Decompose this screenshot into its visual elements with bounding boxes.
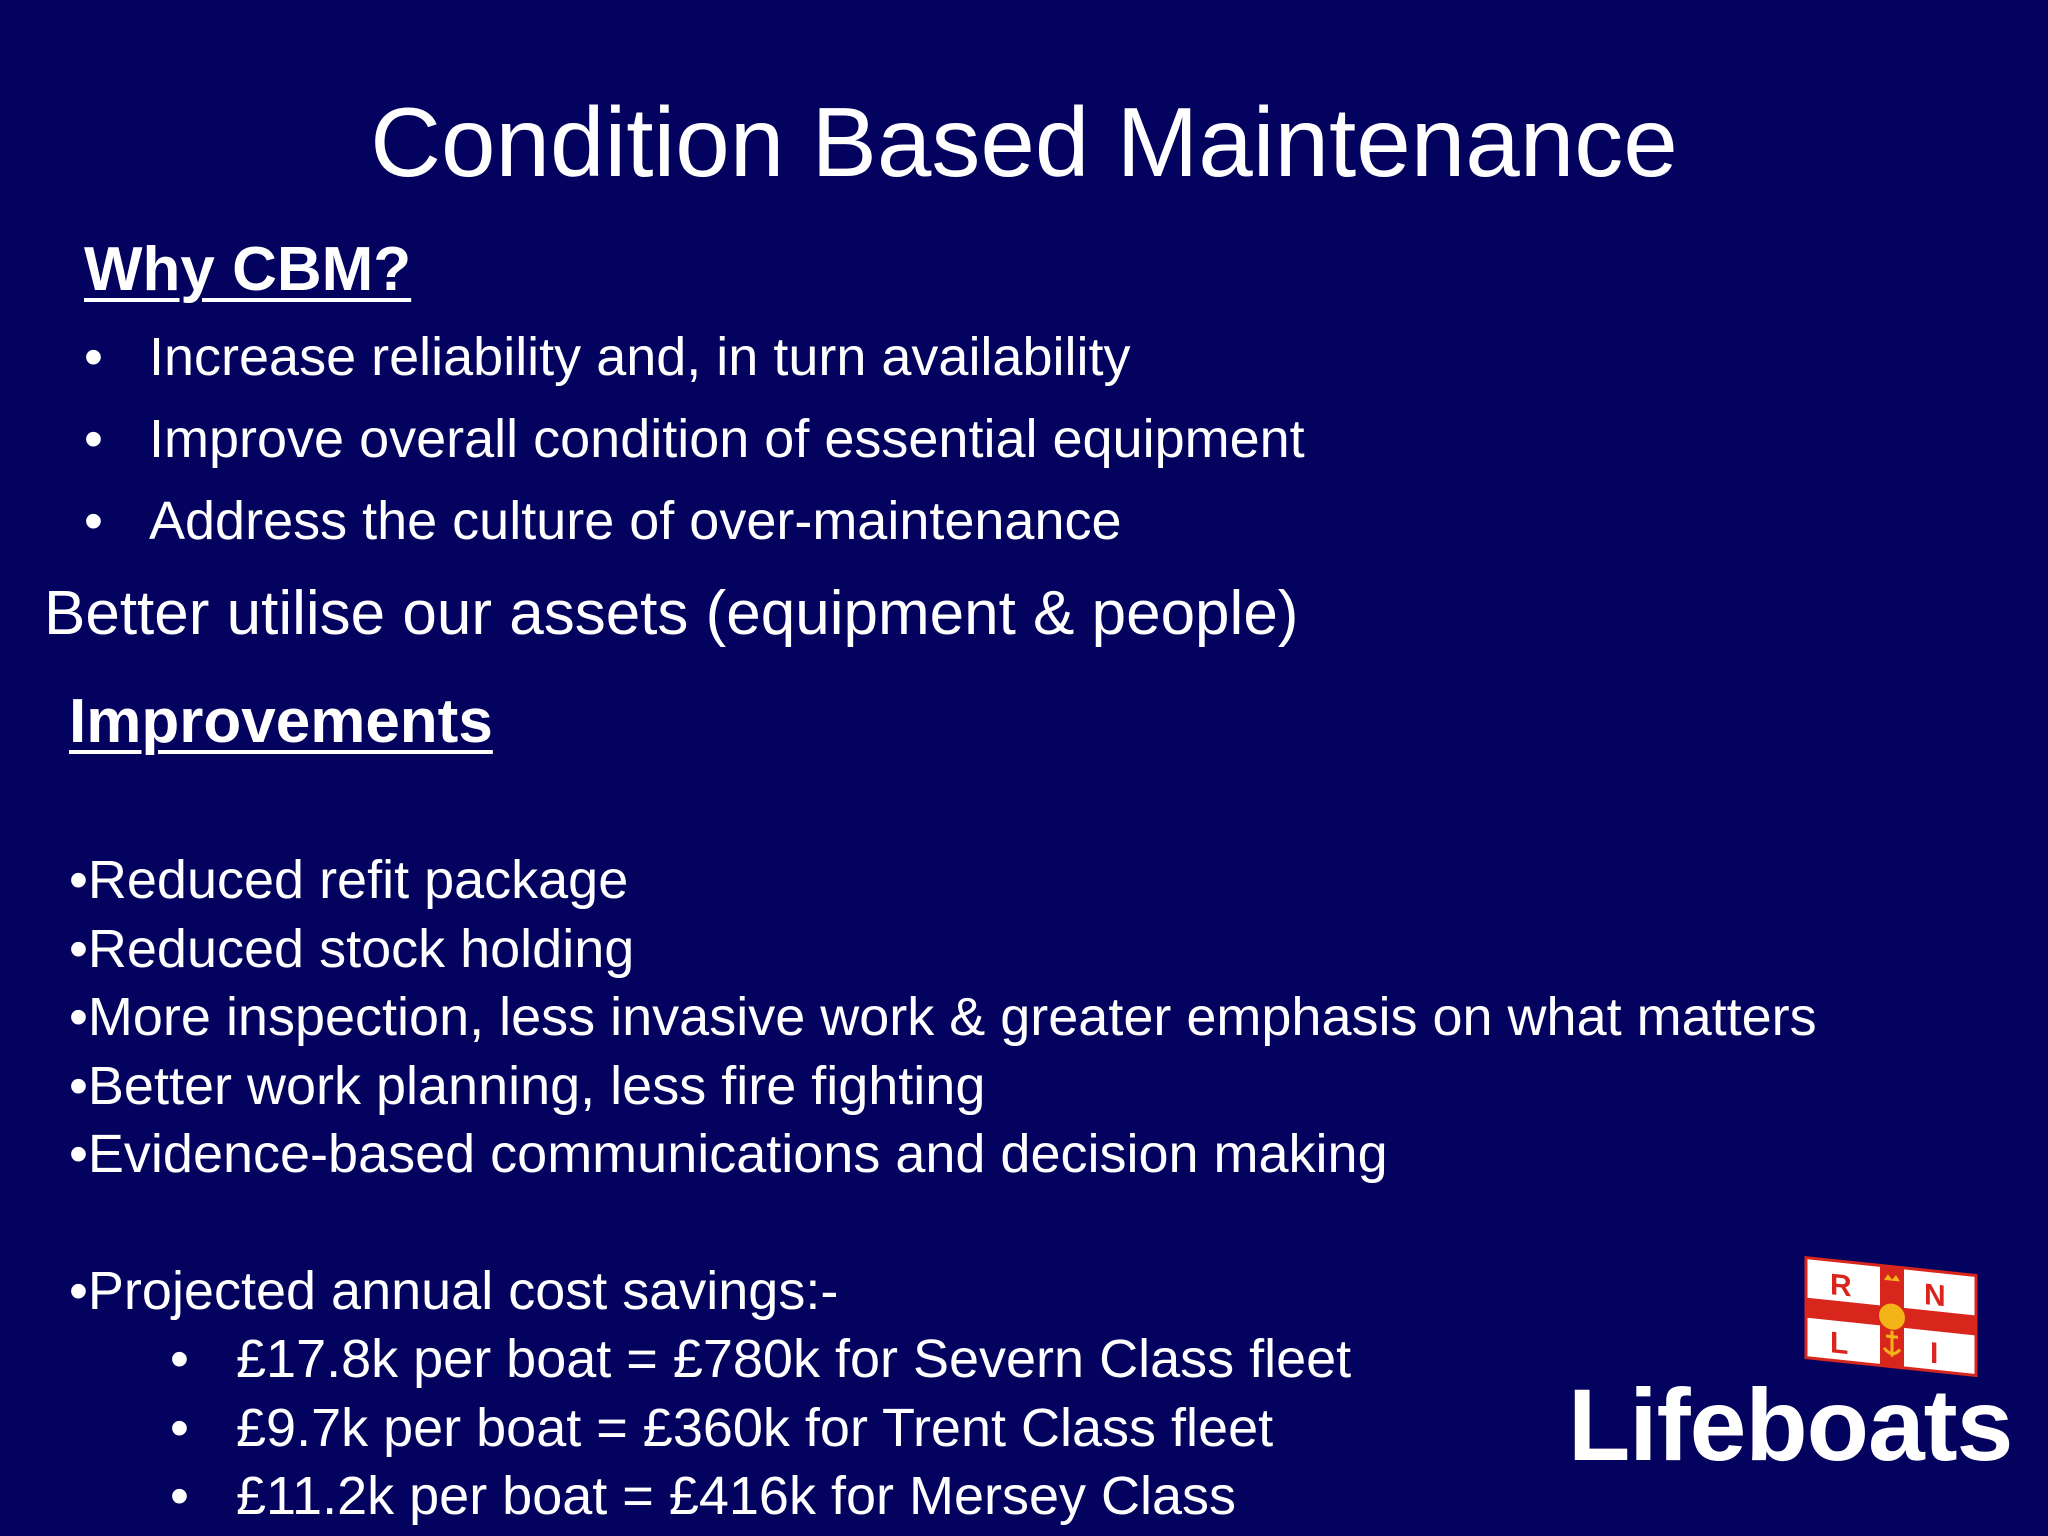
flag-letter: N: [1924, 1278, 1946, 1314]
list-item-text: £9.7k per boat = £360k for Trent Class fleet: [236, 1397, 1274, 1458]
bullet-icon: •: [170, 1397, 189, 1458]
summary-line: Better utilise our assets (equipment & people): [44, 579, 1299, 648]
list-item: •Better work planning, less fire fighting: [69, 1055, 986, 1116]
bullet-icon: •: [84, 327, 103, 387]
bullet-icon: •: [84, 491, 103, 551]
improvements-list: [69, 846, 1817, 1326]
list-item: •Evidence-based communications and decision making: [69, 1124, 1388, 1184]
improvements-heading: Improvements: [69, 687, 493, 756]
list-item: •Reduced stock holding: [69, 918, 635, 979]
flag-letter: R: [1830, 1268, 1852, 1304]
bullet-icon: •: [170, 1329, 189, 1389]
list-item-text: Increase reliability and, in turn availability: [149, 327, 1131, 387]
list-item: •More inspection, less invasive work & greater emphasis on what matters: [69, 987, 1817, 1047]
flag-letter: I: [1930, 1336, 1939, 1371]
list-item: •Reduced refit package: [69, 850, 629, 910]
slide-title: Condition Based Maintenance: [370, 87, 1678, 197]
list-item-text: £17.8k per boat = £780k for Severn Class fleet: [236, 1329, 1352, 1389]
lifeboats-logo: Lifeboats: [1568, 1368, 2013, 1482]
list-item-text: Improve overall condition of essential equipment: [149, 409, 1305, 469]
list-item-text: £11.2k per boat = £416k for Mersey Class: [236, 1466, 1237, 1526]
list-spacer: [69, 1189, 1817, 1258]
flag-letter: L: [1830, 1326, 1849, 1362]
why-cbm-heading: Why CBM?: [84, 235, 412, 304]
savings-heading: •Projected annual cost savings:-: [69, 1261, 839, 1321]
bullet-icon: •: [170, 1466, 189, 1526]
list-item-text: Address the culture of over-maintenance: [149, 491, 1122, 551]
bullet-icon: •: [84, 409, 103, 469]
rnli-flag-icon: [1800, 1255, 1995, 1380]
